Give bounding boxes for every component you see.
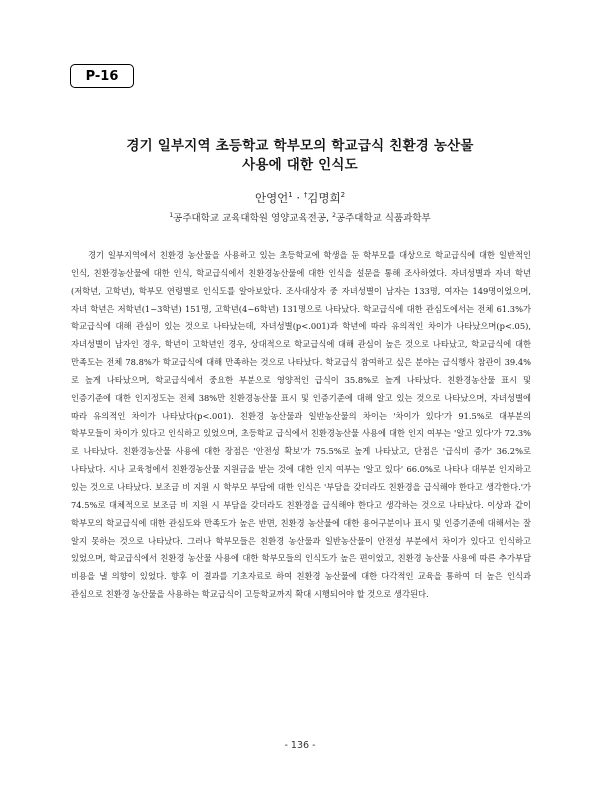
affiliation-mark: 1 (288, 191, 293, 200)
affiliation-text: 공주대학교 식품과학부 (335, 213, 431, 224)
abstract-body: 경기 일부지역에서 친환경 농산물을 사용하고 있는 초등학교에 학생을 둔 학부모를 대상으로 학교급식에 대한 일반적인 인식, 친환경농산물에 대한 인식, 학교급식에서 친환경농산물에 대한 인식을 설문을 통해 조사하였다. 자녀성별과 자녀 학년(저학년, 고학년), 학부모 연령별로 인식도를 알아보았다. 조사대상자 중 자녀성별이 남자는 133명, 여자는 149명이었으며, 자녀 학년은 저학년(1~3학년) 151명, 고학년(4~6학년) 131명으로 나타났다. 학교급식에 대한 관심도에서는 전체 61.3%가 학교급식에 대해 관심이 있는 것으로 나타났는데, 자녀성별(p<.001)과 학년에 따라 유의적인 차이가 나타났으며(p<.05), 자녀성별이 남자인 경우, 학년이 고학년인 경우, 상대적으로 학교급식에 대해 관심이 높은 것으로 나타났고, 학교급식에 대한 만족도는 전체 78.8%가 학교급식에 대해 만족하는 것으로 나타났다. 학교급식 참여하고 싶은 분야는 급식행사 참관이 39.4%로 높게 나타났으며, 학교급식에서 중요한 부분으로 영양적인 급식이 35.8%로 높게 나타났다. 친환경농산물 표시 및 인증기준에 대한 인지정도는 전체 38%만 친환경농산물 표시 및 인증기준에 대해 알고 있는 것으로 나타났으며, 자녀성별에 따라 유의적인 차이가 나타났다(p<.001). 친환경 농산물과 일반농산물의 차이는 '차이가 있다'가 91.5%로 대부분의 학부모들이 차이가 있다고 인식하고 있었으며, 초등학교 급식에서 친환경농산물 사용에 대한 인지 여부는 '알고 있다'가 72.3%로 나타났다. 친환경농산물 사용에 대한 장점은 '안전성 확보'가 75.5%로 높게 나타났고, 단점은 '급식비 증가' 36.2%로 나타났다. 시나 교육청에서 친환경농산물 지원금을 받는 것에 대한 인지 여부는 '알고 있다' 66.0%로 나타나 대부분 인지하고 있는 것으로 나타났다. 보조금 비 지원 시 학부모 부담에 대한 인식은 '부담을 갖더라도 친환경을 급식해야 한다고 생각한다.'가 74.5%로 대체적으로 보조금 비 지원 시 부담을 갖더라도 친환경을 급식해야 한다고 생각하는 것으로 나타났다. 이상과 같이 학부모의 학교급식에 대한 관심도와 만족도가 높은 반면, 친환경 농산물에 대한 용어구분이나 표시 및 인증기준에 대해서는 잘 알지 못하는 것으로 나타났다. 그러나 학부모들은 친환경 농산물과 일반농산물이 안전성 부분에서 차이가 있다고 인식하고 있었으며, 학교급식에서 친환경 농산물 사용에 대한 학부모들의 인식도가 높은 편이었고, 친환경 농산물 사용에 따른 추가부담 비용을 낼 의향이 있었다. 향후 이 결과를 기초자료로 하여 친환경 농산물에 대한 다각적인 교육을 통하여 더 높은 인식과 관심으로 친환경 농산물을 사용하는 학교급식이 고등학교까지 확대 시행되어야 할 것으로 생각된다. (71, 250, 531, 600)
author-name: 김명희 (307, 191, 341, 205)
paper-title-line-1: 경기 일부지역 초등학교 학부모의 학교급식 친환경 농산물 (126, 138, 474, 154)
corresponding-author-mark: † (303, 191, 308, 200)
author-separator: · (292, 191, 304, 205)
affiliation-text: 공주대학교 교육대학원 영양교육전공, (173, 213, 333, 224)
affiliation-mark: 2 (340, 191, 346, 200)
author-name: 안영언 (254, 191, 289, 205)
affiliation-mark: 2 (332, 211, 336, 219)
poster-id-badge: P-16 (70, 64, 134, 88)
paper-title-line-2: 사용에 대한 인식도 (242, 157, 358, 173)
page-number: - 136 - (284, 740, 316, 751)
author-list (70, 190, 530, 206)
affiliation-line (70, 210, 530, 224)
affiliation-mark: 1 (169, 211, 174, 219)
